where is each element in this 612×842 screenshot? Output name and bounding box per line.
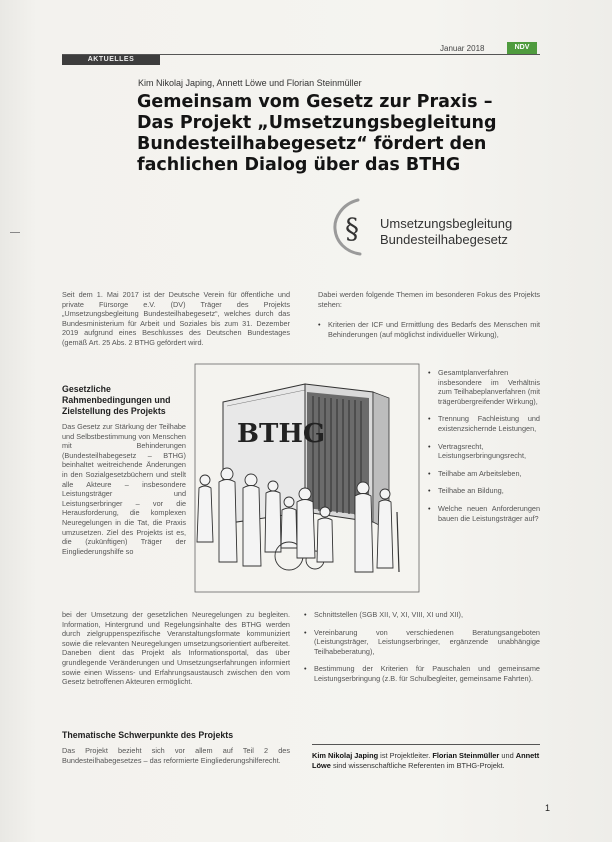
author-name: Kim Nikolaj Japing [312, 751, 379, 760]
intro-paragraph [62, 290, 290, 350]
journal-tag: NDV [507, 42, 537, 54]
continued-paragraph [62, 610, 290, 689]
list-item: • Teilhabe am Arbeitsleben, [428, 469, 540, 479]
list-item: • Gesamtplanverfahren insbesondere im Verhältnis zum Teilhabeplanverfahren (mit trägerübergreifender Wirkung), [428, 368, 540, 406]
title-line: fachlichen Dialog über das BTHG [137, 155, 461, 175]
author-role: ist Projektleiter. [378, 751, 433, 760]
list-item: • Trennung Fachleistung und existenzsichernde Leistungen, [428, 414, 540, 433]
list-item: • Vertragsrecht, Leistungserbringungsrecht, [428, 442, 540, 461]
section-sign-logo-icon [328, 196, 378, 258]
list-item: • Teilhabe an Bildung, [428, 486, 540, 496]
article-title [137, 92, 537, 176]
logo-line: Bundesteilhabegesetz [380, 232, 508, 247]
title-line: Bundesteilhabegesetz“ fördert den [137, 134, 487, 154]
author-connector: und [499, 751, 516, 760]
list-item: • Welche neuen Anforderungen bauen die Leistungsträger auf? [428, 504, 540, 523]
issue-date: Januar 2018 [440, 44, 485, 53]
project-paragraph [62, 746, 290, 767]
section-label: AKTUELLES [62, 55, 160, 65]
project-text: Das Projekt bezieht sich vor allem auf Teil 2 des Bundesteilhabegesetzes – das reformierte Eingliederungshilferecht. [62, 746, 290, 765]
list-item: • Kriterien der ICF und Ermittlung des Bedarfs des Menschen mit Behinderungen (auf möglichst individueller Wirkung), [318, 320, 540, 339]
author-role: sind wissenschaftliche Referenten im BTHG-Projekt. [330, 761, 505, 770]
author-name: Florian Steinmüller [432, 751, 500, 760]
topic-list [318, 320, 540, 347]
page-number: 1 [545, 803, 551, 813]
author-name: Annett Löwe [312, 751, 540, 770]
section-heading: Thematische Schwerpunkte des Projekts [62, 730, 234, 740]
svg-text:§: § [345, 212, 359, 245]
title-line: Gemeinsam vom Gesetz zur Praxis – [137, 92, 493, 112]
narrow-text: Das Gesetz zur Stärkung der Teilhabe und Selbstbestimmung von Menschen mit Behinderungen (Bundesteilhabegesetz – BTHG) beinhaltet weitreichende Änderungen in den Sozialgesetzbüchern und stellt alle Akteure – insbesondere Leistungsträger und Leistungserbringer – vor die Herausforderung, die komplexen Neuregelungen in die Tat, die Praxis umzusetzen. Ziel des Projekts ist es, die (zukünftigen) Träger der Eingliederungshilfe so [62, 422, 186, 556]
article-authors: Kim Nikolaj Japing, Annett Löwe und Florian Steinmüller [138, 78, 362, 88]
continued-text: bei der Umsetzung der gesetzlichen Neuregelungen zu begleiten. Information, Hintergrund und Regelungsinhalte des BTHG werden durch zielgruppenspezifische Veranstaltungsformate kommuniziert sowie die relevanten Neuregelungen umsetzungsorientiert aufbereitet. Daneben dient das Projekt als Informationsportal, das über grundlegende Veränderungen und Umsetzungserfahrungen informiert sowie einen Wissens- und Erfahrungsaustausch zwischen den vom Gesetz betroffenen Akteuren ermöglicht. [62, 610, 290, 687]
margin-mark [10, 232, 20, 233]
right-intro-paragraph [318, 290, 540, 311]
right-intro-text: Dabei werden folgende Themen im besonderen Fokus des Projekts stehen: [318, 290, 540, 309]
logo-line: Umsetzungsbegleitung [380, 216, 513, 231]
intro-text: Seit dem 1. Mai 2017 ist der Deutsche Verein für öffentliche und private Fürsorge e.V. (DV) Träger des Projekts „Umsetzungsbegleitung Bundesteilhabegesetz“, welches durch das Bundesministerium für Arbeit und Soziales bis zum 31. Dezember 2019 aufgrund eines Beschlusses des Deutschen Bundestages (gemäß Art. 25 Abs. 2 BTHG gefördert wird. [62, 290, 290, 347]
bthg-sign-text: BTHG [237, 419, 326, 449]
topic-list [428, 368, 540, 531]
list-item: • Vereinbarung von verschiedenen Beratungsangeboten (Leistungsträger, Leistungserbringer, ergänzende unabhängige Teilhabeberatung), [304, 628, 540, 657]
project-logo-text [380, 216, 512, 248]
list-item: • Bestimmung der Kriterien für Pauschalen und gemeinsame Leistungserbringung (z.B. für Schulbegleiter, gemeinsame Fahrten). [304, 664, 540, 683]
author-info-box [312, 744, 540, 771]
topic-list [304, 610, 540, 692]
bthg-illustration [193, 362, 421, 594]
title-line: Das Projekt „Umsetzungsbegleitung [137, 113, 497, 133]
list-item: • Schnittstellen (SGB XII, V, XI, VIII, XI und XII), [304, 610, 540, 620]
narrow-paragraph [62, 422, 186, 558]
section-heading: Gesetzliche Rahmenbedingungen und Zielstellung des Projekts [62, 384, 171, 416]
